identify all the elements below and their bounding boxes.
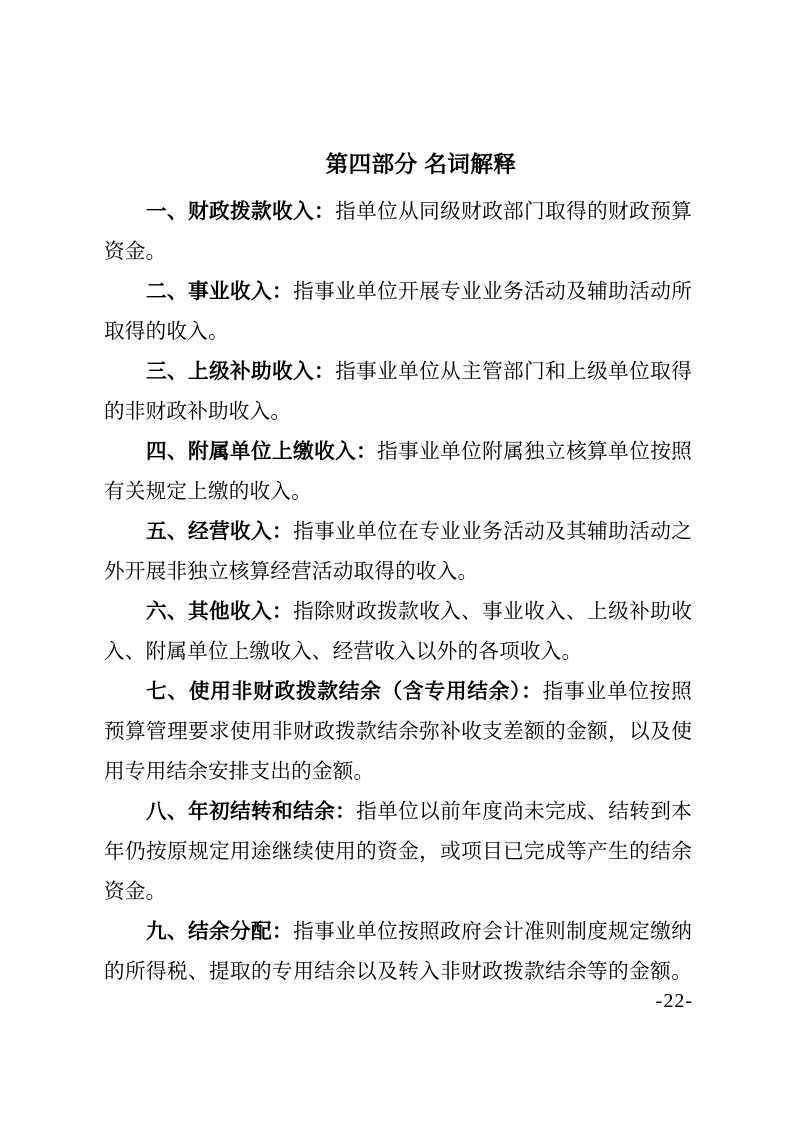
term-label: 六、其他收入： <box>146 601 294 623</box>
line-text: 入、附属单位上缴收入、经营收入以外的各项收入。 <box>104 641 583 663</box>
document-body <box>104 192 692 992</box>
term-label: 七、使用非财政拨款结余（含专用结余）： <box>146 681 543 703</box>
text-line <box>104 912 692 952</box>
term-label: 二、事业收入： <box>146 281 294 303</box>
line-text: 外开展非独立核算经营活动取得的收入。 <box>104 561 479 583</box>
term-label: 五、经营收入： <box>146 521 294 543</box>
line-text: 资金。 <box>104 881 167 903</box>
text-line <box>104 432 692 472</box>
text-line <box>104 552 692 592</box>
line-text: 指事业单位附属独立核算单位按照 <box>377 441 692 463</box>
line-text: 指单位从同级财政部门取得的财政预算 <box>335 201 692 223</box>
line-text: 指单位以前年度尚未完成、结转到本 <box>356 801 692 823</box>
line-text: 的非财政补助收入。 <box>104 401 292 423</box>
line-text: 指事业单位开展专业业务活动及辅助活动所 <box>293 281 692 303</box>
line-text: 指事业单位按照政府会计准则制度规定缴纳 <box>293 921 692 943</box>
text-line <box>104 832 692 872</box>
text-line <box>104 872 692 912</box>
line-text: 指事业单位从主管部门和上级单位取得 <box>335 361 692 383</box>
text-line <box>104 352 692 392</box>
line-text: 预算管理要求使用非财政拨款结余弥补收支差额的金额，以及使 <box>104 721 692 743</box>
line-text: 指事业单位按照 <box>542 681 692 703</box>
text-line <box>104 272 692 312</box>
text-line <box>104 472 692 512</box>
page-number: -22- <box>655 990 693 1012</box>
section-title: 第四部分 名词解释 <box>325 152 517 177</box>
term-label: 九、结余分配： <box>146 921 294 943</box>
line-text: 取得的收入。 <box>104 321 229 343</box>
line-text: 指事业单位在专业业务活动及其辅助活动之 <box>293 521 692 543</box>
line-text: 年仍按原规定用途继续使用的资金，或项目已完成等产生的结余 <box>104 841 692 863</box>
text-line <box>104 232 692 272</box>
text-line <box>104 512 692 552</box>
text-line <box>104 392 692 432</box>
term-label: 八、年初结转和结余： <box>146 801 357 823</box>
text-line <box>104 712 692 752</box>
line-text: 资金。 <box>104 241 167 263</box>
text-line <box>104 792 692 832</box>
term-label: 四、附属单位上缴收入： <box>146 441 378 463</box>
text-line <box>104 752 692 792</box>
line-text: 用专用结余安排支出的金额。 <box>104 761 375 783</box>
term-label: 三、上级补助收入： <box>146 361 336 383</box>
line-text: 有关规定上缴的收入。 <box>104 481 312 503</box>
text-line <box>104 592 692 632</box>
text-line <box>104 632 692 672</box>
term-label: 一、财政拨款收入： <box>146 201 336 223</box>
text-line <box>104 952 692 992</box>
line-text: 的所得税、提取的专用结余以及转入非财政拨款结余等的金额。 <box>104 961 692 983</box>
text-line <box>104 312 692 352</box>
text-line <box>104 672 692 712</box>
line-text: 指除财政拨款收入、事业收入、上级补助收 <box>293 601 692 623</box>
text-line <box>104 192 692 232</box>
